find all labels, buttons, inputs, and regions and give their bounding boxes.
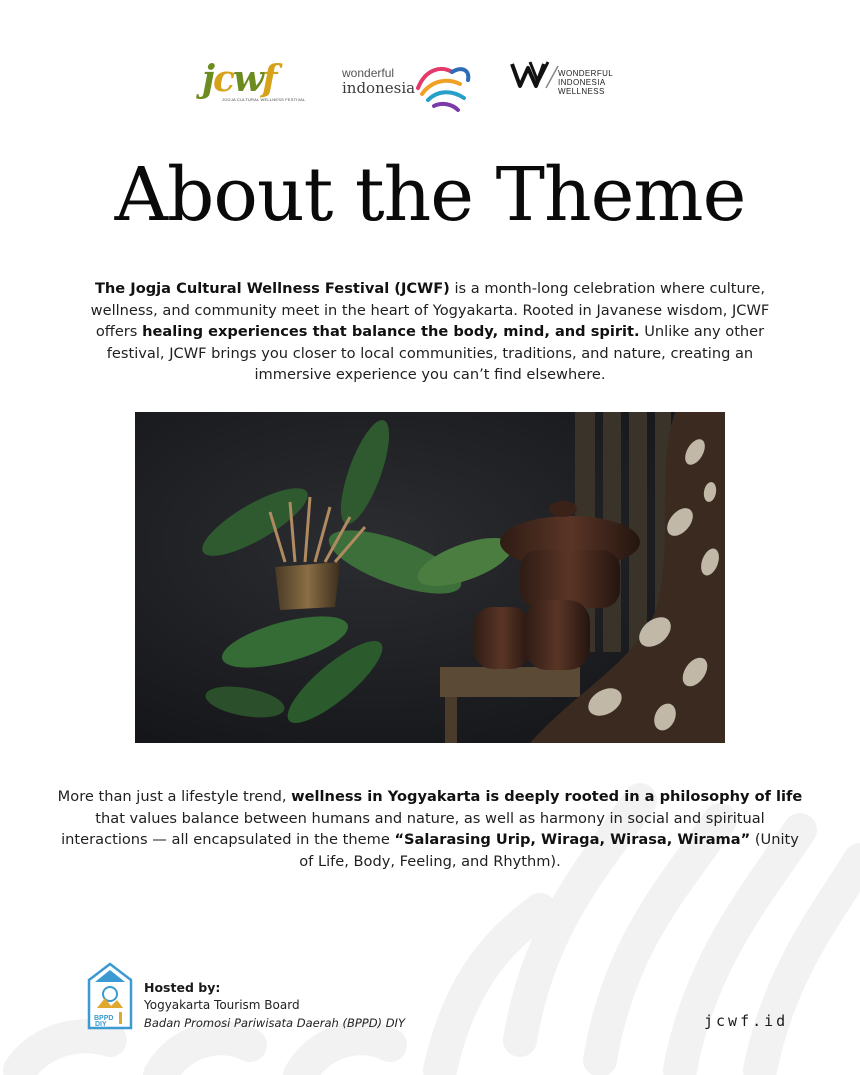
badge-text-diy: DIY (95, 1021, 107, 1028)
page-title: About the Theme (114, 152, 746, 238)
ww-monogram-icon (510, 58, 560, 92)
intro-text-2: Unlike any other festival, JCWF brings you closer to local communities, traditions, and nature, creating an immersive experience you can’t find elsewhere. (106, 323, 765, 383)
host-name: Yogyakarta Tourism Board (144, 998, 300, 1012)
wonderful-indonesia-wellness-logo (510, 56, 634, 118)
host-subtitle: Badan Promosi Pariwisata Daerah (BPPD) DIY (144, 1016, 405, 1030)
hosted-by-label: Hosted by: (144, 980, 221, 995)
still-life-photo (135, 412, 725, 743)
partner-logos (0, 56, 860, 118)
intro-paragraph (70, 278, 790, 386)
philosophy-text-3: (Unity of Life, Body, Feeling, and Rhythm). (299, 831, 799, 870)
jcwf-wordmark (202, 58, 275, 100)
philosophy-text-1: More than just a lifestyle trend, (57, 788, 292, 805)
ww-text (558, 69, 613, 96)
jcwf-logo (200, 56, 306, 118)
website-link[interactable]: jcwf.id (704, 1012, 789, 1030)
jcwf-letter: w (232, 58, 262, 100)
philosophy-paragraph (55, 786, 805, 872)
jcwf-letter: c (213, 58, 233, 100)
wonderful-indonesia-top: wonderful (342, 66, 395, 80)
garuda-bird-icon (408, 58, 474, 114)
ww-line-3: WELLNESS (558, 87, 605, 96)
philosophy-text-2: that values balance between humans and nature, as well as harmony in social and spiritual interactions — all encapsulated in the theme (61, 809, 765, 848)
wonderful-indonesia-bottom: indonesia (342, 79, 416, 97)
intro-bold-1: The Jogja Cultural Wellness Festival (JCWF) (94, 280, 450, 297)
bppd-badge-icon (85, 962, 135, 1032)
jcwf-wordmark-text (202, 58, 275, 100)
intro-text-1: is a month-long celebration where culture, wellness, and community meet in the heart of Yogyakarta. Rooted in Javanese wisdom, JCWF offers (90, 280, 770, 340)
jcwf-letter: j (202, 58, 214, 100)
intro-bold-2: healing experiences that balance the body, mind, and spirit. (142, 323, 640, 340)
badge-text-bppd: BPPD (94, 1015, 114, 1022)
philosophy-bold-2: “Salarasing Urip, Wiraga, Wirasa, Wirama” (394, 831, 751, 848)
ww-line-2: INDONESIA (558, 78, 606, 87)
ww-line-1: WONDERFUL (558, 69, 614, 78)
jcwf-letter: f (261, 58, 276, 100)
philosophy-bold-1: wellness in Yogyakarta is deeply rooted in a philosophy of life (291, 788, 803, 805)
wonderful-indonesia-logo (340, 56, 472, 118)
jcwf-subtitle: JOGJA CULTURAL WELLNESS FESTIVAL (222, 97, 306, 102)
